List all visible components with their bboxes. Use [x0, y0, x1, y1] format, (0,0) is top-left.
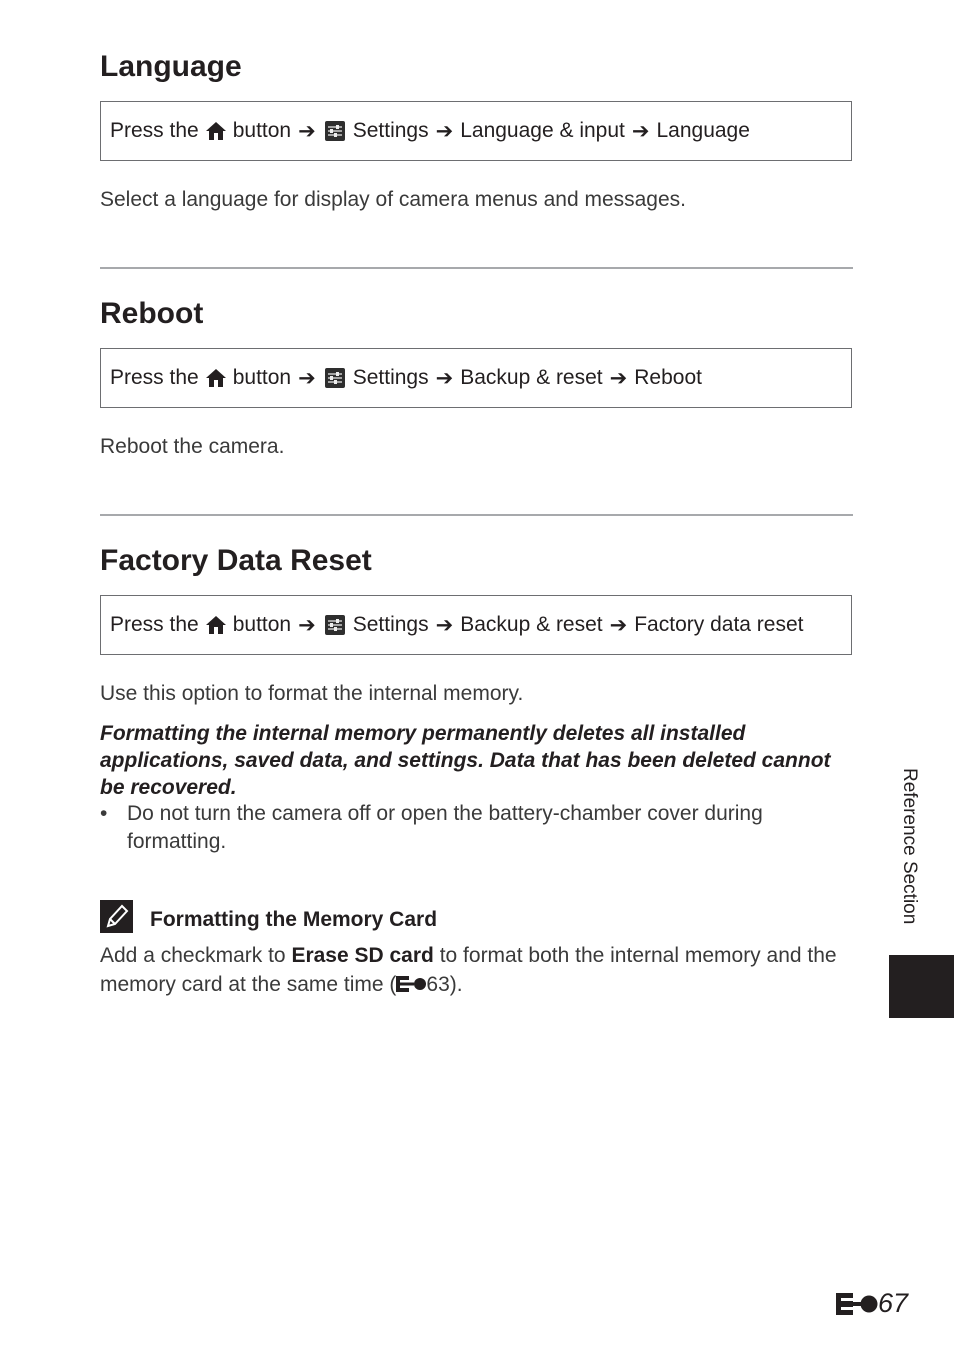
nav-path-language — [100, 101, 852, 161]
note-text-after: to format both the internal memory and the memory card at the same time ( — [100, 944, 837, 996]
list-item — [100, 800, 840, 856]
nav-step-3: Factory data reset — [634, 613, 804, 636]
section-description-reboot: Reboot the camera. — [100, 435, 285, 458]
nav-button-word: button — [232, 366, 292, 389]
home-icon — [205, 120, 227, 142]
note-text-before: Add a checkmark to — [100, 944, 286, 967]
arrow-right-icon: ➔ — [298, 119, 316, 143]
nav-prefix: Press the — [110, 613, 199, 636]
nav-step-2: Backup & reset — [460, 613, 603, 636]
nav-button-word: button — [232, 119, 292, 142]
nav-step-2: Language & input — [460, 119, 625, 142]
warning-text: Formatting the internal memory permanently deletes all installed applications, saved data, and settings. Data that has been deleted cannot be recovered. — [100, 722, 831, 799]
reference-e-icon — [836, 1292, 878, 1316]
nav-step-3: Language — [656, 119, 750, 142]
nav-step-settings: Settings — [352, 119, 429, 142]
nav-path-factory-reset — [100, 595, 852, 655]
nav-step-3: Reboot — [634, 366, 702, 389]
side-section-label: Reference Section — [899, 768, 920, 925]
arrow-right-icon: ➔ — [631, 119, 650, 143]
arrow-right-icon: ➔ — [609, 366, 628, 390]
nav-prefix: Press the — [110, 366, 199, 389]
nav-path-reboot — [100, 348, 852, 408]
settings-icon — [324, 120, 346, 142]
arrow-right-icon: ➔ — [435, 366, 454, 390]
nav-step-settings: Settings — [352, 366, 429, 389]
arrow-right-icon: ➔ — [435, 119, 454, 143]
note-body — [100, 941, 860, 999]
note-ref-page: 63 — [426, 973, 450, 996]
section-title-factory-reset: Factory Data Reset — [100, 544, 372, 577]
note-text-end: ). — [449, 973, 463, 996]
section-title-language: Language — [100, 50, 242, 83]
arrow-right-icon: ➔ — [435, 613, 454, 637]
bullet-icon: • — [100, 802, 108, 825]
nav-step-2: Backup & reset — [460, 366, 603, 389]
home-icon — [205, 614, 227, 636]
nav-prefix: Press the — [110, 119, 199, 142]
section-description-factory-reset: Use this option to format the internal memory. — [100, 682, 524, 705]
bullet-text: Do not turn the camera off or open the battery-chamber cover during formatting. — [127, 802, 763, 853]
nav-step-settings: Settings — [352, 613, 429, 636]
note-bold-term: Erase SD card — [291, 944, 434, 967]
nav-button-word: button — [232, 613, 292, 636]
home-icon — [205, 367, 227, 389]
section-description-language: Select a language for display of camera menus and messages. — [100, 188, 687, 211]
arrow-right-icon: ➔ — [298, 366, 316, 390]
arrow-right-icon: ➔ — [298, 613, 316, 637]
page-number — [836, 1290, 908, 1317]
side-tab-marker — [889, 955, 954, 1018]
pencil-note-icon — [100, 900, 133, 933]
note-title: Formatting the Memory Card — [150, 908, 438, 931]
settings-icon — [324, 614, 346, 636]
section-title-reboot: Reboot — [100, 297, 204, 330]
page-number-value: 67 — [878, 1288, 909, 1318]
arrow-right-icon: ➔ — [609, 613, 628, 637]
settings-icon — [324, 367, 346, 389]
section-divider — [100, 267, 853, 269]
reference-e-icon — [396, 975, 426, 993]
section-divider — [100, 514, 853, 516]
